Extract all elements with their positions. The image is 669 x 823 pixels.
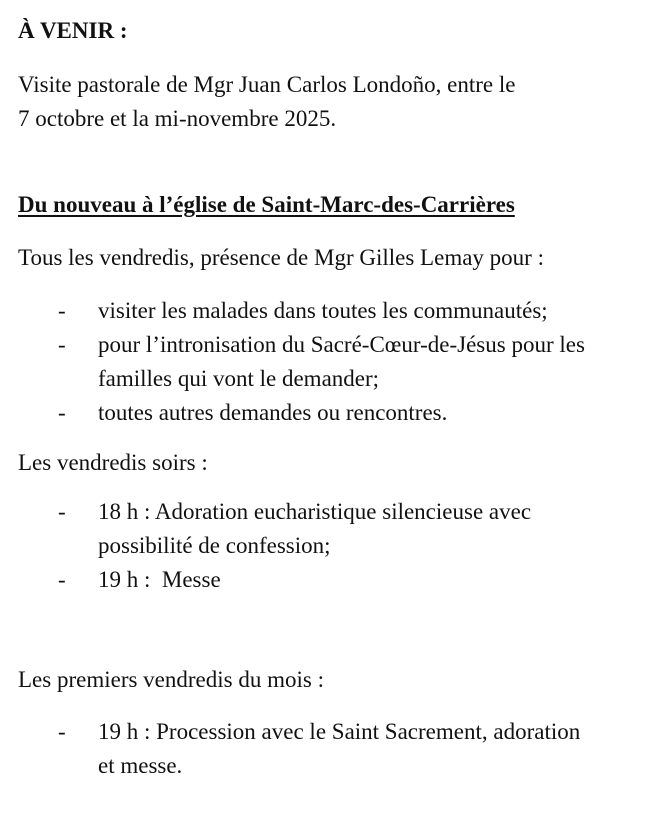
list-item-text: toutes autres demandes ou rencontres. [98, 400, 448, 425]
dash-bullet: - [58, 499, 66, 524]
list-item-text: et messe. [98, 753, 183, 778]
list-item-text: familles qui vont le demander; [98, 366, 380, 391]
soirs-intro: Les vendredis soirs : [18, 450, 208, 475]
soirs-list [18, 495, 669, 597]
list-item [18, 294, 669, 328]
upcoming-line-1: Visite pastorale de Mgr Juan Carlos Londoño, entre le [18, 72, 516, 97]
list-item [18, 495, 669, 563]
list-item [18, 563, 669, 597]
nouveau-section-title: Du nouveau à l’église de Saint-Marc-des-Carrières [18, 192, 515, 217]
list-item [18, 328, 669, 396]
dash-bullet: - [58, 298, 66, 323]
list-item-text: pour l’intronisation du Sacré-Cœur-de-Jésus pour les [98, 332, 585, 357]
list-item-text: 19 h : Messe [98, 567, 221, 592]
list-item-text: possibilité de confession; [98, 533, 331, 558]
nouveau-list [18, 294, 669, 430]
list-item-text: 18 h : Adoration eucharistique silencieuse avec [98, 499, 532, 524]
nouveau-intro: Tous les vendredis, présence de Mgr Gilles Lemay pour : [18, 245, 544, 270]
upcoming-line-2: 7 octobre et la mi-novembre 2025. [18, 106, 337, 131]
premiers-list [18, 715, 669, 783]
upcoming-heading: À VENIR : [18, 18, 128, 43]
list-item-text: 19 h : Procession avec le Saint Sacrement, adoration [98, 719, 581, 744]
list-item-text: visiter les malades dans toutes les communautés; [98, 298, 548, 323]
list-item [18, 715, 669, 783]
dash-bullet: - [58, 567, 66, 592]
dash-bullet: - [58, 400, 66, 425]
dash-bullet: - [58, 719, 66, 744]
dash-bullet: - [58, 332, 66, 357]
list-item [18, 396, 669, 430]
premiers-intro: Les premiers vendredis du mois : [18, 667, 324, 692]
